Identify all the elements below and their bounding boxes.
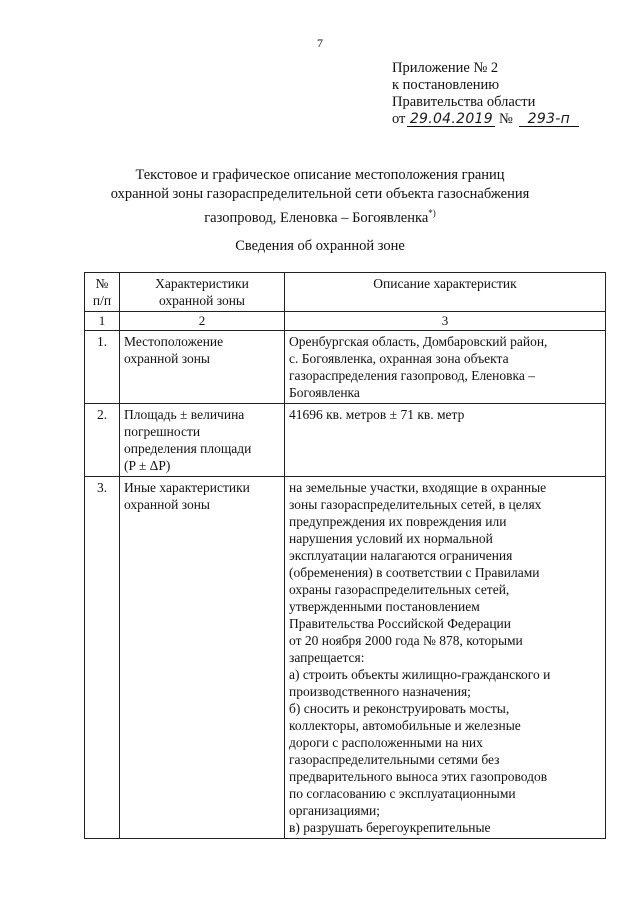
appendix-date-line bbox=[392, 111, 579, 128]
row-characteristic: Площадь ± величина погрешности определения площади (P ± ΔP) bbox=[120, 404, 285, 477]
footnote-mark: *) bbox=[428, 208, 436, 218]
date-prefix: от bbox=[392, 111, 406, 127]
title-line-1: Текстовое и графическое описание местоположения границ bbox=[135, 167, 505, 183]
table-row bbox=[85, 331, 606, 404]
section-subtitle: Сведения об охранной зоне bbox=[235, 238, 405, 254]
table-index-row bbox=[85, 312, 606, 331]
index-cell: 1 bbox=[85, 312, 120, 331]
number-sign: № bbox=[499, 111, 513, 127]
header-number: № п/п bbox=[85, 273, 120, 312]
table-row bbox=[85, 404, 606, 477]
appendix-line-3: Правительства области bbox=[392, 94, 536, 110]
row-characteristic: Иные характеристики охранной зоны bbox=[120, 477, 285, 839]
index-cell: 2 bbox=[120, 312, 285, 331]
row-number: 3. bbox=[85, 477, 120, 839]
table-header-row bbox=[85, 273, 606, 312]
document-title bbox=[60, 166, 580, 228]
header-description: Описание характеристик bbox=[285, 273, 606, 312]
appendix-header bbox=[392, 60, 579, 128]
title-line-3: газопровод, Еленовка – Богоявленка*) bbox=[204, 208, 436, 226]
page-number: 7 bbox=[317, 36, 323, 50]
row-description: Оренбургская область, Домбаровский район, с. Богоявленка, охранная зона объекта газораспределения газопровод, Еленовка – Богоявленка bbox=[285, 331, 606, 404]
appendix-line-1: Приложение № 2 bbox=[392, 60, 499, 76]
row-description: 41696 кв. метров ± 71 кв. метр bbox=[285, 404, 606, 477]
appendix-line-2: к постановлению bbox=[392, 77, 500, 93]
index-cell: 3 bbox=[285, 312, 606, 331]
zone-info-table bbox=[84, 272, 606, 839]
row-characteristic: Местоположение охранной зоны bbox=[120, 331, 285, 404]
row-number: 2. bbox=[85, 404, 120, 477]
table-row bbox=[85, 477, 606, 839]
row-number: 1. bbox=[85, 331, 120, 404]
header-characteristics: Характеристики охранной зоны bbox=[120, 273, 285, 312]
title-line-2: охранной зоны газораспределительной сети объекта газоснабжения bbox=[110, 186, 530, 202]
handwritten-number: 293-п bbox=[519, 112, 579, 127]
handwritten-date: 29.04.2019 bbox=[407, 112, 495, 127]
row-description: на земельные участки, входящие в охранные зоны газораспределительных сетей, в целях предупреждения их повреждения или нарушения условий их нормальной эксплуатации налагаются ограничения (обременения) в соответствии с Правилами охраны газораспределительных сетей, утвержденными постановлением Правительства Российской Федерации от 20 ноября 2000 года № 878, которыми запрещается: а) строить объекты жилищно-гражданского и производственного назначения; б) сносить и реконструировать мосты, коллекторы, автомобильные и железные дороги с расположенными на них газораспределительными сетями без предварительного выноса этих газопроводов по согласованию с эксплуатационными организациями; в) разрушать берегоукрепительные bbox=[285, 477, 606, 839]
